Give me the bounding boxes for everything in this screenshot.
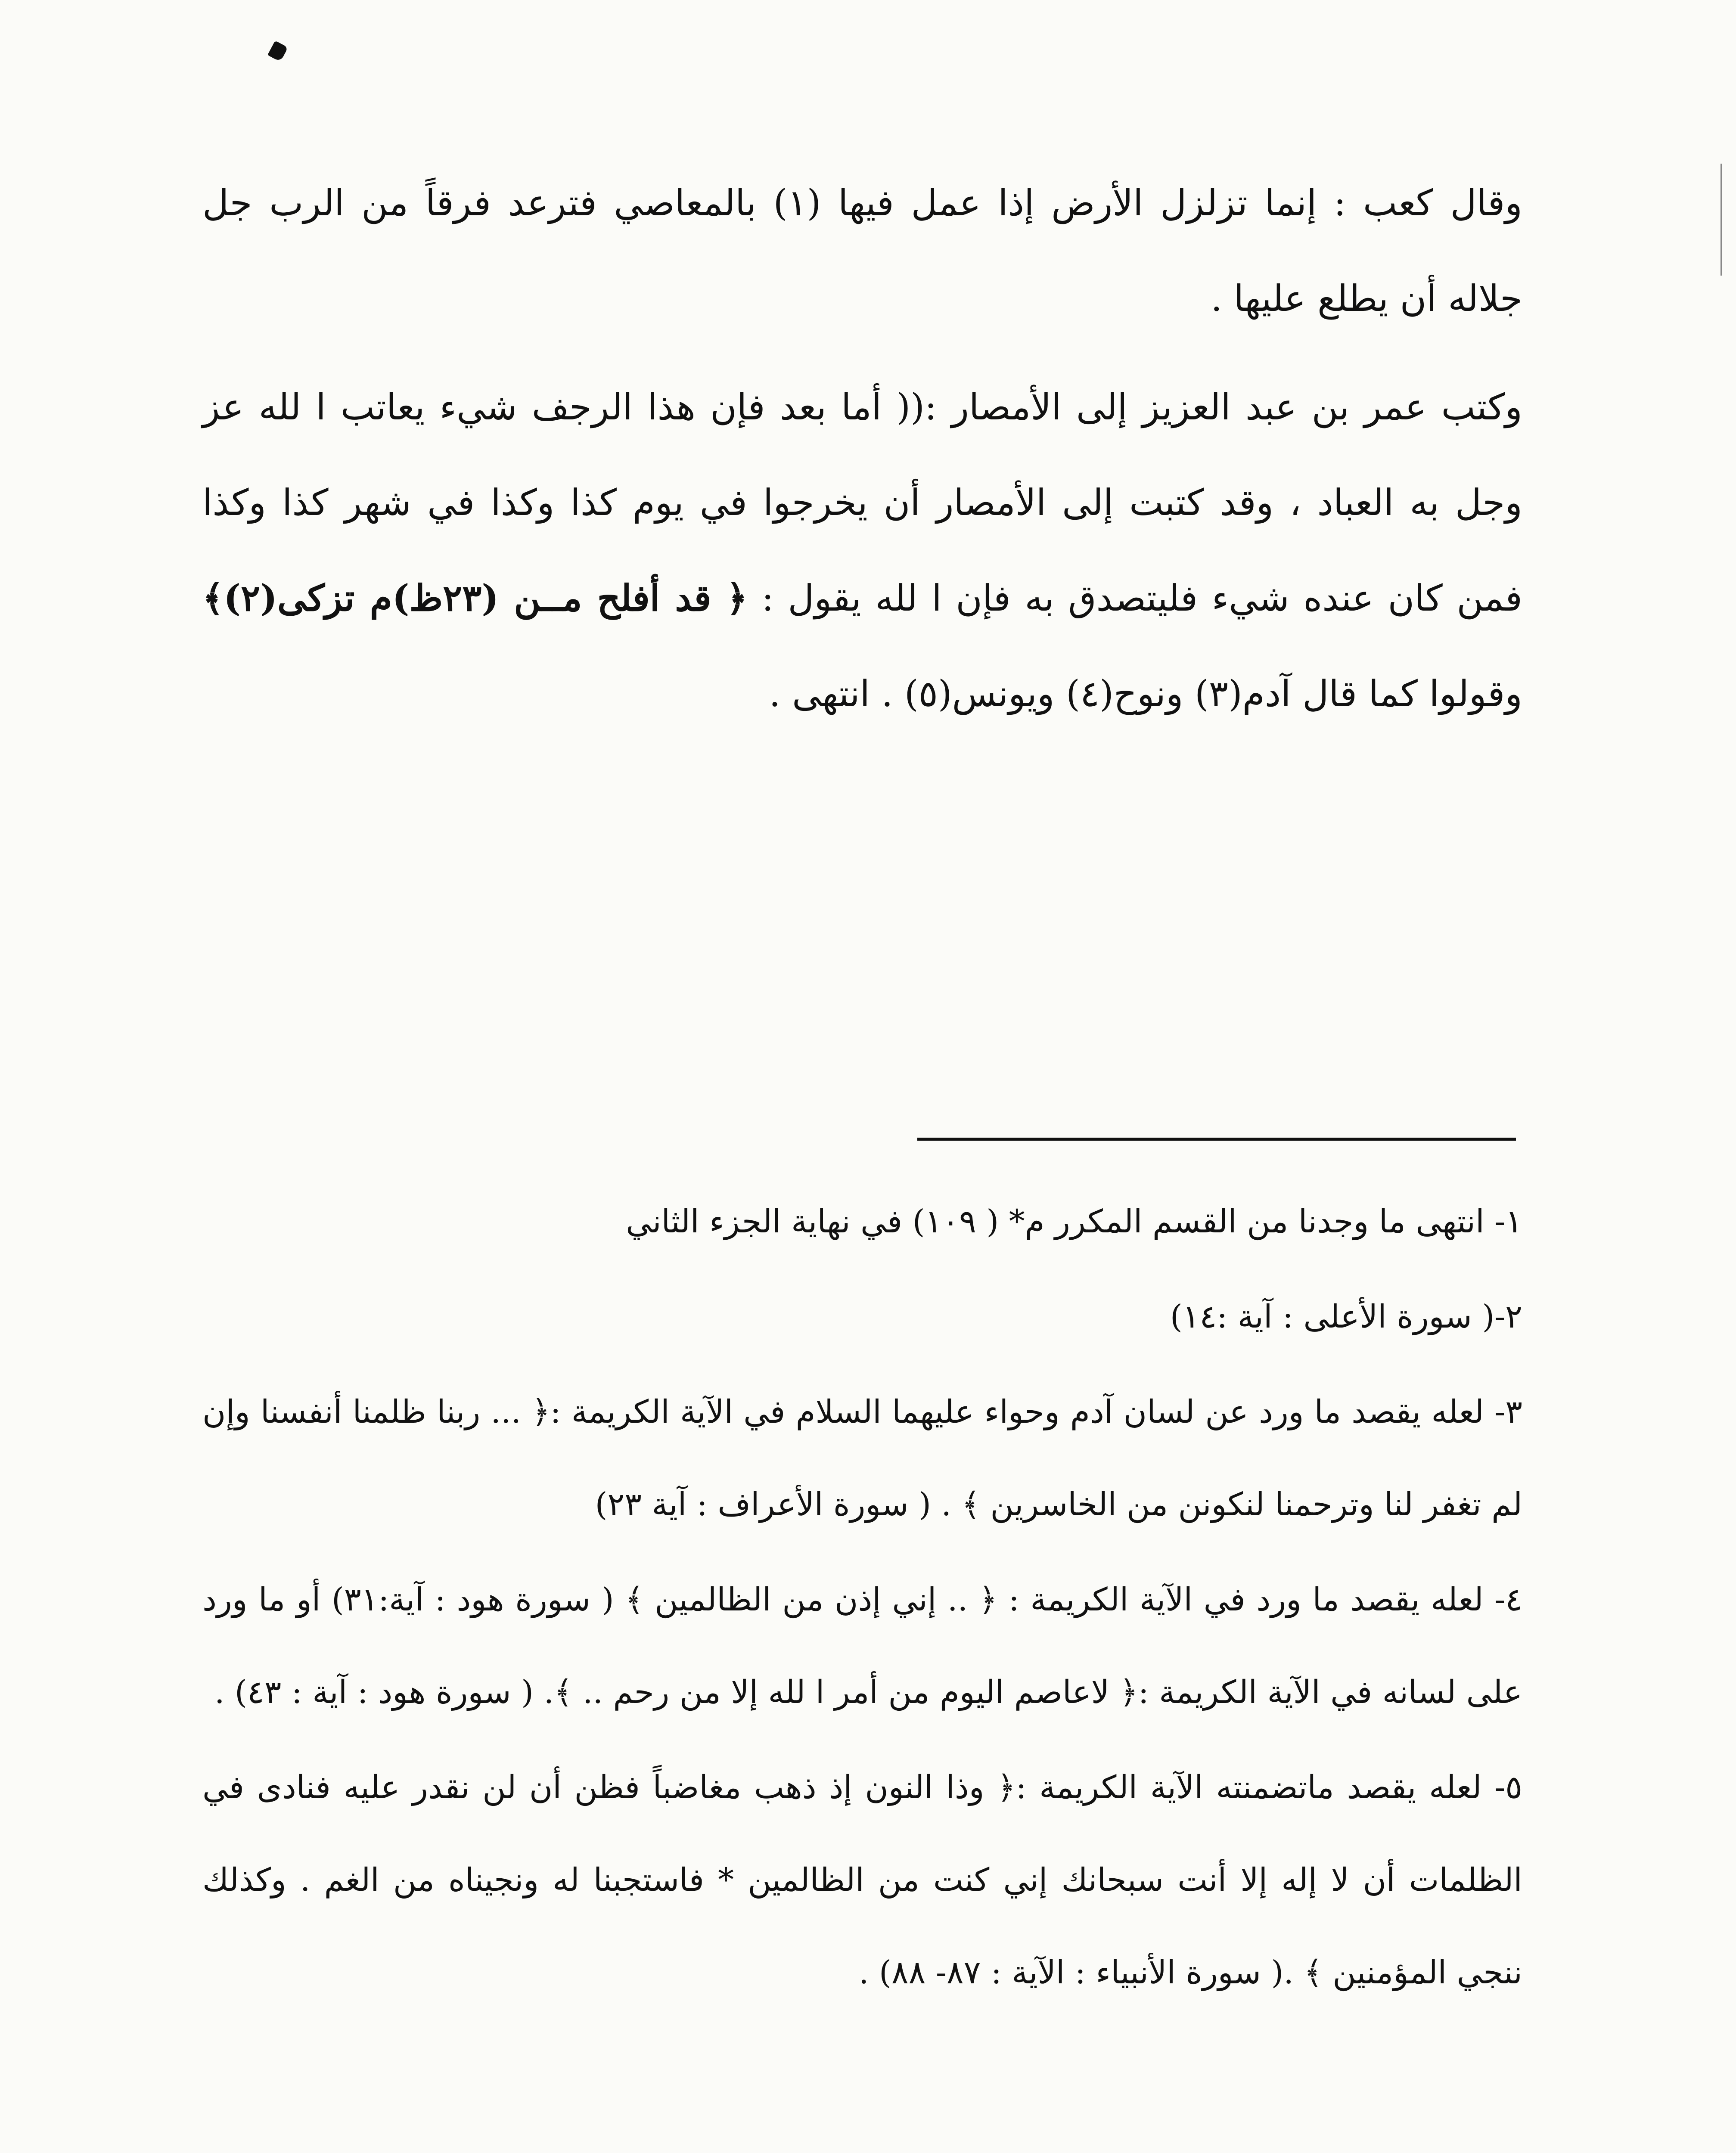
paragraph-umar-end: وقولوا كما قال آدم(٣) ونوح(٤) ويونس(٥) . انتهى . [769,673,1522,715]
footnote-1: ١- انتهى ما وجدنا من القسم المكرر م* ( ١٠٩) في نهاية الجزء الثاني [626,1203,1522,1240]
footnote-4: ٤- لعله يقصد ما ورد في الآية الكريمة : ﴿ .. إني إذن من الظالمين ﴾ ( سورة هود : آية:٣١) أو ما ورد على لسانه في الآية الكريمة :﴿ لاعاصم اليوم من أمر ا لله إلا من رحم .. ﴾. ( سورة هود : آية : ٤٣) . [202,1581,1522,1711]
ink-mark [267,40,288,62]
footnote-2: ٢-( سورة الأعلى : آية :١٤) [1170,1298,1522,1335]
footnote-5: ٥- لعله يقصد ماتضمنته الآية الكريمة :﴿ وذا النون إذ ذهب مغاضباً فظن أن لن نقدر عليه فنادى في الظلمات أن لا إله إلا أنت سبحانك إني كنت من الظالمين * فاستجبنا له ونجيناه من الغم . وكذلك ننجي المؤمنين ﴾ .( سورة الأنبياء : الآية : ٨٧- ٨٨) . [202,1769,1522,1991]
main-text [202,155,1522,759]
paragraph-umar [202,359,1522,741]
quran-verse: ﴿ قد أفلح مــن (٢٣ظ)م تزكى(٢)﴾ [202,577,748,619]
footnote-3: ٣- لعله يقصد ما ورد عن لسان آدم وحواء عليهما السلام في الآية الكريمة :﴿ ... ربنا ظلمنا أنفسنا وإن لم تغفر لنا وترحمنا لنكونن من الخاسرين ﴾ . ( سورة الأعراف : آية ٢٣) [202,1393,1522,1523]
footnote-separator [917,1138,1516,1141]
scan-edge-line [1720,164,1722,276]
footnotes [202,1176,1522,2022]
paragraph-kaab: وقال كعب : إنما تزلزل الأرض إذا عمل فيها (١) بالمعاصي فترعد فرقاً من الرب جل جلاله أن يطلع عليها . [202,182,1522,320]
paragraph-umar-intro: وكتب عمر بن عبد العزيز إلى الأمصار :(( أما بعد فإن هذا الرجف شيء يعاتب ا لله عز وجل به العباد ، وقد كتبت إلى الأمصار أن يخرجوا في يوم كذا وكذا في شهر كذا وكذا فمن كان عنده شيء فليتصدق به فإن ا لله يقول : [202,386,1522,619]
